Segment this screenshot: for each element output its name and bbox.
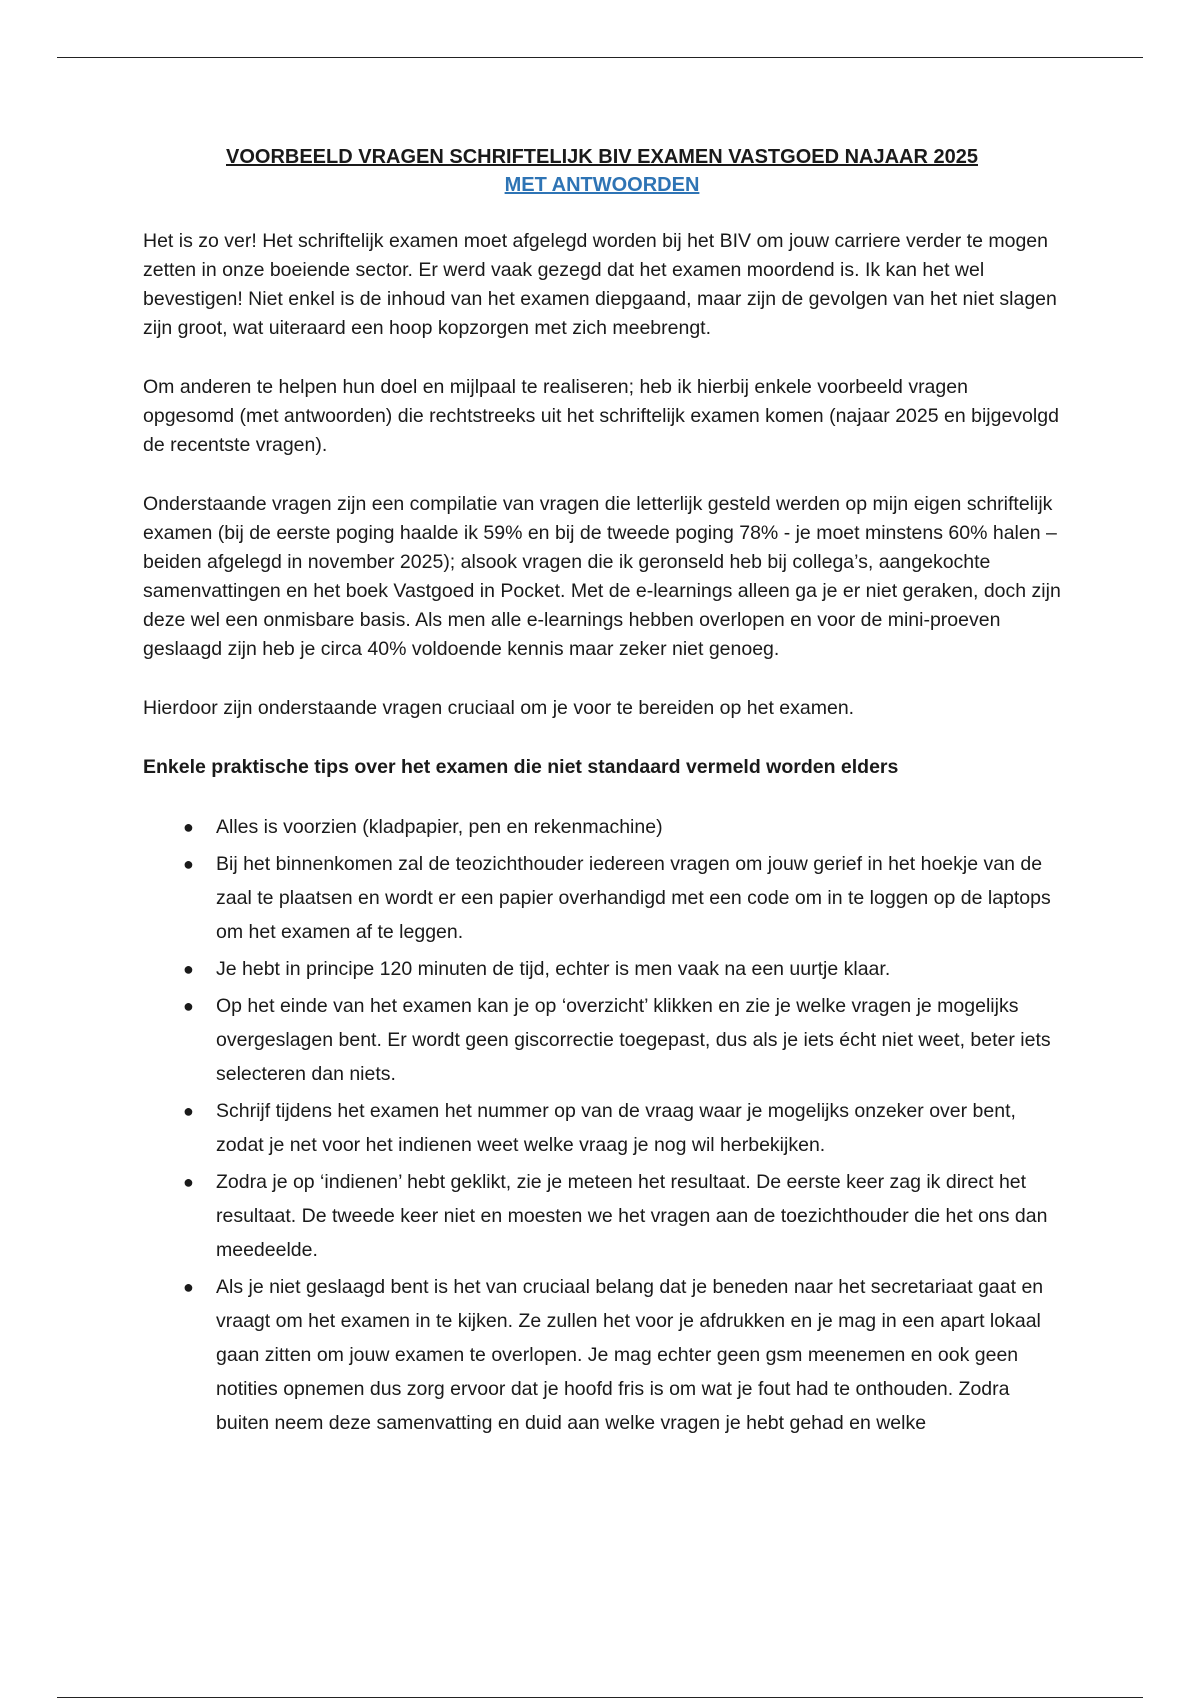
bullet-icon: ●: [183, 854, 194, 874]
bullet-icon: ●: [183, 1277, 194, 1297]
intro-paragraph-1: Het is zo ver! Het schriftelijk examen moet afgelegd worden bij het BIV om jouw carriere verder te mogen zetten in onze boeiende sector. Er werd vaak gezegd dat het examen moordend is. Ik kan het wel bevestigen! Niet enkel is de inhoud van het examen diepgaand, maar zijn de gevolgen van het niet slagen zijn groot, wat uiteraard een hoop kopzorgen met zich meebrengt.: [143, 230, 1057, 339]
list-item: [143, 1165, 1061, 1267]
list-item: [143, 952, 1061, 986]
document-title: VOORBEELD VRAGEN SCHRIFTELIJK BIV EXAMEN VASTGOED NAJAAR 2025: [226, 146, 978, 168]
intro-paragraph-3: Onderstaande vragen zijn een compilatie van vragen die letterlijk gesteld werden op mijn eigen schriftelijk examen (bij de eerste poging haalde ik 59% en bij de tweede poging 78% - je moet minstens 60% halen – beiden afgelegd in november 2025); alsook vragen die ik geronseld heb bij collega’s, aangekochte samenvattingen en het boek Vastgoed in Pocket. Met de e-learnings alleen ga je er niet geraken, doch zijn deze wel een onmisbare basis. Als men alle e-learnings hebben overlopen en voor de mini-proeven geslaagd zijn heb je circa 40% voldoende kennis maar zeker niet genoeg.: [143, 493, 1061, 660]
bullet-icon: ●: [183, 996, 194, 1016]
list-item: [143, 847, 1061, 949]
tips-list: [143, 810, 1061, 1440]
tip-text: Als je niet geslaagd bent is het van cruciaal belang dat je beneden naar het secretariaat gaat en vraagt om het examen in te kijken. Ze zullen het voor je afdrukken en je mag in een apart lokaal gaan zitten om jouw examen te overlopen. Je mag echter geen gsm meenemen en ook geen notities opnemen dus zorg ervoor dat je hoofd fris is om wat je fout had te onthouden. Zodra buiten neem deze samenvatting en duid aan welke vragen je hebt gehad en welke: [216, 1276, 1044, 1434]
tip-text: Je hebt in principe 120 minuten de tijd, echter is men vaak na een uurtje klaar.: [216, 958, 891, 980]
tip-text: Op het einde van het examen kan je op ‘overzicht’ klikken en zie je welke vragen je mogelijks overgeslagen bent. Er wordt geen giscorrectie toegepast, dus als je iets écht niet weet, beter iets selecteren dan niets.: [216, 995, 1051, 1085]
bullet-icon: ●: [183, 959, 194, 979]
bullet-icon: ●: [183, 1101, 194, 1121]
tip-text: Bij het binnenkomen zal de teozichthouder iedereen vragen om jouw gerief in het hoekje van de zaal te plaatsen en wordt er een papier overhandigd met een code om in te loggen op de laptops om het examen af te leggen.: [216, 853, 1051, 943]
bullet-icon: ●: [183, 817, 194, 837]
document-subtitle: MET ANTWOORDEN: [504, 174, 700, 196]
footer-rule: [57, 1697, 1143, 1698]
header-rule: [57, 57, 1143, 58]
intro-paragraph-2: Om anderen te helpen hun doel en mijlpaal te realiseren; heb ik hierbij enkele voorbeeld vragen opgesomd (met antwoorden) die rechtstreeks uit het schriftelijk examen komen (najaar 2025 en bijgevolgd de recentste vragen).: [143, 376, 1059, 456]
document-page: [143, 143, 1061, 1443]
intro-paragraph-4: Hierdoor zijn onderstaande vragen cruciaal om je voor te bereiden op het examen.: [143, 697, 855, 719]
list-item: [143, 1270, 1061, 1440]
list-item: [143, 1094, 1061, 1162]
tips-heading: Enkele praktische tips over het examen die niet standaard vermeld worden elders: [143, 756, 899, 778]
bullet-icon: ●: [183, 1172, 194, 1192]
list-item: [143, 989, 1061, 1091]
tip-text: Alles is voorzien (kladpapier, pen en rekenmachine): [216, 816, 663, 838]
list-item: [143, 810, 1061, 844]
tip-text: Schrijf tijdens het examen het nummer op van de vraag waar je mogelijks onzeker over bent, zodat je net voor het indienen weet welke vraag je nog wil herbekijken.: [216, 1100, 1016, 1156]
tip-text: Zodra je op ‘indienen’ hebt geklikt, zie je meteen het resultaat. De eerste keer zag ik direct het resultaat. De tweede keer niet en moesten we het vragen aan de toezichthouder die het ons dan meedeelde.: [216, 1171, 1048, 1261]
